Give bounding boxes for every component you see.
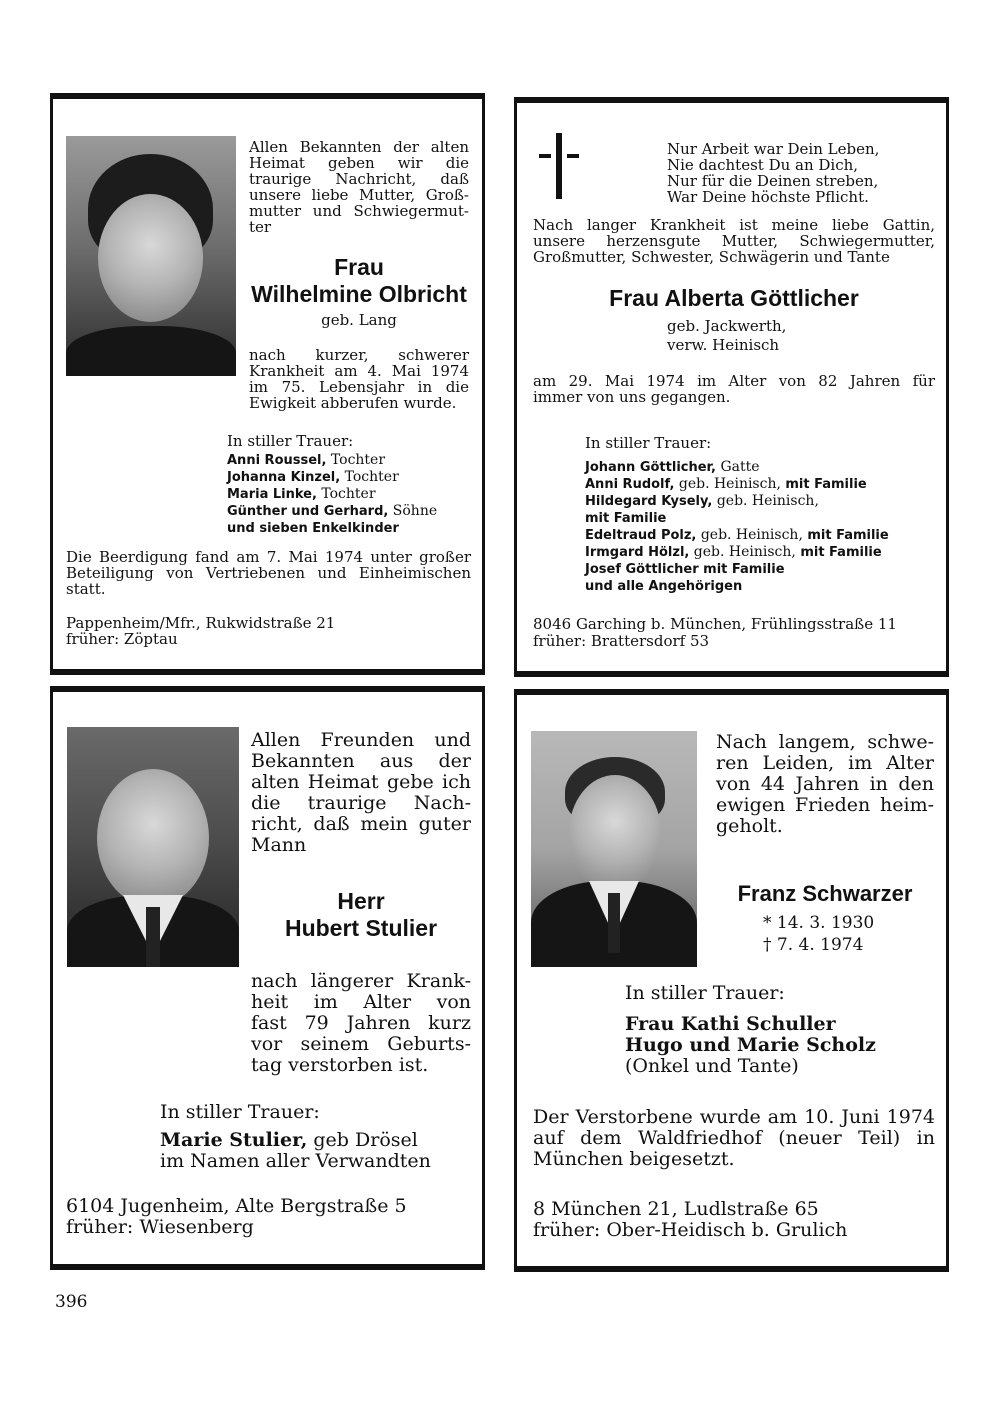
deceased-title: Herr	[337, 888, 385, 914]
obituary-goettlicher	[514, 97, 949, 677]
deceased-name: Hubert Stulier	[284, 915, 438, 941]
page-number: 396	[55, 1292, 88, 1312]
intro-text: Nach langer Krankheit ist meine liebe Gattin, unsere herzensgute Mutter, Schwiegermutter, Großmutter, Schwester, Schwägerin und Tante	[533, 216, 935, 266]
mourner: Johann Göttlicher, Gatte	[585, 459, 760, 475]
portrait-photo	[67, 727, 239, 967]
death-date: † 7. 4. 1974	[763, 935, 864, 955]
mourners-list	[585, 459, 889, 595]
funeral-text: Die Beerdigung fand am 7. Mai 1974 unter großer Beteiligung von Vertriebenen und Einheimischen statt.	[66, 548, 471, 598]
former-address: früher: Brattersdorf 53	[533, 632, 710, 650]
obituary-stulier	[50, 686, 485, 1270]
mourner: Hugo und Marie Scholz	[625, 1034, 876, 1056]
mourner: Anni Rudolf, geb. Heinisch, mit Familie	[585, 476, 867, 492]
mourning-label: In stiller Trauer:	[227, 432, 354, 450]
address: 6104 Jugenheim, Alte Bergstraße 5	[66, 1195, 407, 1217]
mourner: Irmgard Hölzl, geb. Heinisch, mit Familie	[585, 544, 882, 560]
death-text: am 29. Mai 1974 im Alter von 82 Jahren für immer von uns gegangen.	[533, 372, 935, 406]
birth-name: geb. Jackwerth,	[667, 317, 787, 335]
mourning-label: In stiller Trauer:	[160, 1101, 320, 1123]
mourning-label: In stiller Trauer:	[625, 982, 785, 1004]
mourner: Johanna Kinzel, Tochter	[227, 469, 399, 485]
mourner: Maria Linke, Tochter	[227, 486, 376, 502]
mourner: Anni Roussel, Tochter	[227, 452, 386, 468]
mourner: Hildegard Kysely, geb. Heinisch,	[585, 493, 819, 509]
deceased-name: Wilhelmine Olbricht	[251, 281, 467, 307]
intro-text: Nach langem, schwe- ren Leiden, im Alter von 44 Jahren in den ewigen Frieden heim- geholt.	[716, 731, 934, 837]
obituary-olbricht	[50, 93, 485, 675]
former-address: früher: Ober-Heidisch b. Grulich	[533, 1219, 848, 1241]
address: Pappenheim/Mfr., Rukwidstraße 21	[66, 614, 336, 632]
mourner: und alle Angehörigen	[585, 579, 743, 594]
death-text: nach längerer Krank- heit im Alter von fast 79 Jahren kurz vor seinem Geburts- tag verstorben ist.	[251, 970, 471, 1076]
mourners-list	[227, 452, 437, 537]
mourner-note: (Onkel und Tante)	[625, 1055, 799, 1077]
obituary-schwarzer	[514, 689, 949, 1272]
former-address: früher: Wiesenberg	[66, 1216, 254, 1238]
mourner: und sieben Enkelkinder	[227, 521, 399, 536]
intro-text: Allen Bekannten der alten Heimat geben wir die traurige Nachricht, daß unsere liebe Mutter, Groß- mutter und Schwiegermut- ter	[249, 138, 469, 236]
deceased-name: Franz Schwarzer	[737, 881, 913, 906]
widowed-name: verw. Heinisch	[667, 336, 780, 354]
mourner: mit Familie	[585, 511, 667, 526]
birth-name: geb. Lang	[321, 311, 397, 329]
birth-date: * 14. 3. 1930	[763, 913, 875, 933]
burial-text: Der Verstorbene wurde am 10. Juni 1974 auf dem Waldfriedhof (neuer Teil) in München beigesetzt.	[533, 1106, 935, 1170]
poem: Nur Arbeit war Dein Leben, Nie dachtest Du an Dich, Nur für die Deinen streben, War Deine höchste Pflicht.	[667, 140, 880, 206]
mourner: Josef Göttlicher mit Familie	[585, 562, 785, 577]
mourner: Günther und Gerhard, Söhne	[227, 503, 438, 519]
mourning-label: In stiller Trauer:	[585, 434, 712, 452]
deceased-title: Frau	[334, 254, 384, 280]
portrait-photo	[66, 136, 236, 376]
cross-icon	[539, 133, 581, 201]
address: 8 München 21, Ludlstraße 65	[533, 1198, 819, 1220]
mourner-note: im Namen aller Verwandten	[160, 1150, 431, 1172]
mourner: Frau Kathi Schuller	[625, 1013, 836, 1035]
mourner: Edeltraud Polz, geb. Heinisch, mit Familie	[585, 527, 889, 543]
death-text: nach kurzer, schwerer Krankheit am 4. Mai 1974 im 75. Lebensjahr in die Ewigkeit abberufen wurde.	[249, 346, 469, 412]
intro-text: Allen Freunden und Bekannten aus der alten Heimat gebe ich die traurige Nach- richt, daß mein guter Mann	[251, 729, 471, 856]
deceased-name: Frau Alberta Göttlicher	[609, 285, 859, 311]
mourner: Marie Stulier, geb Drösel	[160, 1129, 418, 1151]
portrait-photo	[531, 731, 697, 967]
former-address: früher: Zöptau	[66, 630, 178, 648]
address: 8046 Garching b. München, Frühlingsstraße 11	[533, 615, 897, 633]
